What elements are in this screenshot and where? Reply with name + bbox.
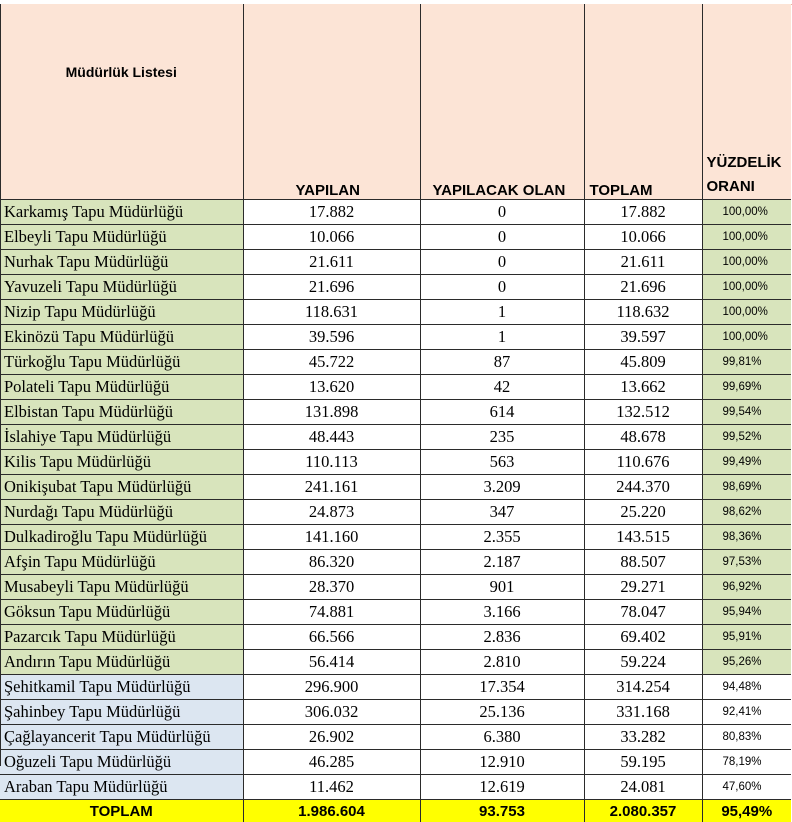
- cell-yuzdelik[interactable]: 94,48%: [702, 675, 791, 700]
- table-row: [0, 725, 791, 750]
- table-row: [0, 375, 791, 400]
- cell-yapilacak[interactable]: 563: [420, 450, 584, 475]
- table-row: [0, 275, 791, 300]
- header-yuzdelik-orani[interactable]: YÜZDELİK ORANI: [702, 4, 791, 200]
- cell-yuzdelik[interactable]: 47,60%: [702, 775, 791, 800]
- table-row: [0, 400, 791, 425]
- table-row: [0, 625, 791, 650]
- header-yapilacak-olan[interactable]: YAPILACAK OLAN: [420, 4, 584, 200]
- header-mudurluk-listesi[interactable]: Müdürlük Listesi: [0, 4, 243, 200]
- cell-yapilacak[interactable]: 25.136: [420, 700, 584, 725]
- cell-yuzdelik[interactable]: 100,00%: [702, 275, 791, 300]
- cell-yapilacak[interactable]: 0: [420, 275, 584, 300]
- cell-yapilan[interactable]: 306.032: [243, 700, 420, 725]
- total-yapilacak[interactable]: 93.753: [420, 800, 584, 822]
- cell-toplam[interactable]: 29.271: [584, 575, 702, 600]
- cell-yapilan[interactable]: 28.370: [243, 575, 420, 600]
- cell-toplam[interactable]: 21.611: [584, 250, 702, 275]
- cell-yapilan[interactable]: 131.898: [243, 400, 420, 425]
- cell-yapilacak[interactable]: 901: [420, 575, 584, 600]
- cell-yapilacak[interactable]: 235: [420, 425, 584, 450]
- cell-toplam[interactable]: 48.678: [584, 425, 702, 450]
- table-row: [0, 600, 791, 625]
- cell-yapilacak[interactable]: 17.354: [420, 675, 584, 700]
- header-yapilan[interactable]: YAPILAN: [243, 4, 420, 200]
- cell-mudurluk-name[interactable]: Pazarcık Tapu Müdürlüğü: [0, 625, 243, 650]
- cell-mudurluk-name[interactable]: Şehitkamil Tapu Müdürlüğü: [0, 675, 243, 700]
- cell-toplam[interactable]: 45.809: [584, 350, 702, 375]
- cell-toplam[interactable]: 118.632: [584, 300, 702, 325]
- cell-yapilacak[interactable]: 2.355: [420, 525, 584, 550]
- cell-mudurluk-name[interactable]: Nizip Tapu Müdürlüğü: [0, 300, 243, 325]
- cell-yapilacak[interactable]: 614: [420, 400, 584, 425]
- sheet-left-border: [0, 4, 1, 766]
- cell-mudurluk-name[interactable]: Kilis Tapu Müdürlüğü: [0, 450, 243, 475]
- total-label[interactable]: TOPLAM: [0, 800, 243, 822]
- cell-yapilan[interactable]: 48.443: [243, 425, 420, 450]
- cell-yapilan[interactable]: 26.902: [243, 725, 420, 750]
- total-toplam[interactable]: 2.080.357: [584, 800, 702, 822]
- cell-mudurluk-name[interactable]: Afşin Tapu Müdürlüğü: [0, 550, 243, 575]
- cell-yuzdelik[interactable]: 99,49%: [702, 450, 791, 475]
- cell-toplam[interactable]: 59.195: [584, 750, 702, 775]
- cell-toplam[interactable]: 39.597: [584, 325, 702, 350]
- table-row: [0, 575, 791, 600]
- cell-toplam[interactable]: 69.402: [584, 625, 702, 650]
- cell-yuzdelik[interactable]: 99,81%: [702, 350, 791, 375]
- table-row: [0, 525, 791, 550]
- cell-yapilan[interactable]: 86.320: [243, 550, 420, 575]
- cell-yapilacak[interactable]: 12.910: [420, 750, 584, 775]
- cell-mudurluk-name[interactable]: Oğuzeli Tapu Müdürlüğü: [0, 750, 243, 775]
- cell-yapilacak[interactable]: 2.810: [420, 650, 584, 675]
- cell-yuzdelik[interactable]: 80,83%: [702, 725, 791, 750]
- table-row: [0, 775, 791, 800]
- table-row: [0, 225, 791, 250]
- cell-yuzdelik[interactable]: 95,26%: [702, 650, 791, 675]
- cell-toplam[interactable]: 10.066: [584, 225, 702, 250]
- cell-mudurluk-name[interactable]: Çağlayancerit Tapu Müdürlüğü: [0, 725, 243, 750]
- cell-yapilan[interactable]: 141.160: [243, 525, 420, 550]
- cell-toplam[interactable]: 13.662: [584, 375, 702, 400]
- total-row: [0, 800, 791, 822]
- cell-yapilacak[interactable]: 2.187: [420, 550, 584, 575]
- cell-yapilan[interactable]: 24.873: [243, 500, 420, 525]
- table-row: [0, 700, 791, 725]
- cell-mudurluk-name[interactable]: Onikişubat Tapu Müdürlüğü: [0, 475, 243, 500]
- cell-toplam[interactable]: 132.512: [584, 400, 702, 425]
- mudurluk-table: [0, 4, 791, 822]
- cell-yapilan[interactable]: 56.414: [243, 650, 420, 675]
- cell-toplam[interactable]: 110.676: [584, 450, 702, 475]
- cell-yapilan[interactable]: 21.611: [243, 250, 420, 275]
- cell-yuzdelik[interactable]: 95,94%: [702, 600, 791, 625]
- table-row: [0, 350, 791, 375]
- cell-yapilacak[interactable]: 6.380: [420, 725, 584, 750]
- cell-mudurluk-name[interactable]: Musabeyli Tapu Müdürlüğü: [0, 575, 243, 600]
- cell-yuzdelik[interactable]: 95,91%: [702, 625, 791, 650]
- cell-mudurluk-name[interactable]: Karkamış Tapu Müdürlüğü: [0, 200, 243, 225]
- table-row: [0, 450, 791, 475]
- cell-yapilacak[interactable]: 3.209: [420, 475, 584, 500]
- table-row: [0, 300, 791, 325]
- cell-mudurluk-name[interactable]: Ekinözü Tapu Müdürlüğü: [0, 325, 243, 350]
- cell-yuzdelik[interactable]: 96,92%: [702, 575, 791, 600]
- cell-yuzdelik[interactable]: 78,19%: [702, 750, 791, 775]
- table-row: [0, 650, 791, 675]
- cell-yapilan[interactable]: 241.161: [243, 475, 420, 500]
- cell-mudurluk-name[interactable]: Türkoğlu Tapu Müdürlüğü: [0, 350, 243, 375]
- cell-mudurluk-name[interactable]: Nurhak Tapu Müdürlüğü: [0, 250, 243, 275]
- cell-yapilan[interactable]: 17.882: [243, 200, 420, 225]
- cell-toplam[interactable]: 331.168: [584, 700, 702, 725]
- cell-yapilan[interactable]: 21.696: [243, 275, 420, 300]
- cell-mudurluk-name[interactable]: İslahiye Tapu Müdürlüğü: [0, 425, 243, 450]
- cell-mudurluk-name[interactable]: Şahinbey Tapu Müdürlüğü: [0, 700, 243, 725]
- cell-yapilan[interactable]: 110.113: [243, 450, 420, 475]
- cell-yapilacak[interactable]: 12.619: [420, 775, 584, 800]
- cell-mudurluk-name[interactable]: Elbeyli Tapu Müdürlüğü: [0, 225, 243, 250]
- cell-yapilacak[interactable]: 0: [420, 250, 584, 275]
- cell-mudurluk-name[interactable]: Göksun Tapu Müdürlüğü: [0, 600, 243, 625]
- cell-toplam[interactable]: 33.282: [584, 725, 702, 750]
- cell-yuzdelik[interactable]: 100,00%: [702, 250, 791, 275]
- cell-yapilan[interactable]: 296.900: [243, 675, 420, 700]
- cell-yapilan[interactable]: 46.285: [243, 750, 420, 775]
- cell-yapilacak[interactable]: 3.166: [420, 600, 584, 625]
- total-yapilan[interactable]: 1.986.604: [243, 800, 420, 822]
- header-row: [0, 4, 791, 200]
- cell-yapilan[interactable]: 74.881: [243, 600, 420, 625]
- cell-toplam[interactable]: 24.081: [584, 775, 702, 800]
- cell-mudurluk-name[interactable]: Andırın Tapu Müdürlüğü: [0, 650, 243, 675]
- cell-yuzdelik[interactable]: 99,52%: [702, 425, 791, 450]
- cell-yapilan[interactable]: 10.066: [243, 225, 420, 250]
- cell-mudurluk-name[interactable]: Nurdağı Tapu Müdürlüğü: [0, 500, 243, 525]
- cell-toplam[interactable]: 17.882: [584, 200, 702, 225]
- cell-yapilan[interactable]: 39.596: [243, 325, 420, 350]
- cell-yapilacak[interactable]: 0: [420, 225, 584, 250]
- cell-mudurluk-name[interactable]: Yavuzeli Tapu Müdürlüğü: [0, 275, 243, 300]
- cell-yapilacak[interactable]: 347: [420, 500, 584, 525]
- cell-yapilan[interactable]: 13.620: [243, 375, 420, 400]
- cell-yapilan[interactable]: 118.631: [243, 300, 420, 325]
- cell-yuzdelik[interactable]: 97,53%: [702, 550, 791, 575]
- cell-yapilacak[interactable]: 1: [420, 300, 584, 325]
- table-row: [0, 325, 791, 350]
- cell-yuzdelik[interactable]: 98,36%: [702, 525, 791, 550]
- cell-yapilacak[interactable]: 2.836: [420, 625, 584, 650]
- cell-toplam[interactable]: 143.515: [584, 525, 702, 550]
- cell-yapilacak[interactable]: 42: [420, 375, 584, 400]
- cell-yuzdelik[interactable]: 98,62%: [702, 500, 791, 525]
- cell-yuzdelik[interactable]: 100,00%: [702, 325, 791, 350]
- table-row: [0, 675, 791, 700]
- cell-toplam[interactable]: 59.224: [584, 650, 702, 675]
- total-oran[interactable]: 95,49%: [702, 800, 791, 822]
- cell-mudurluk-name[interactable]: Polateli Tapu Müdürlüğü: [0, 375, 243, 400]
- cell-toplam[interactable]: 78.047: [584, 600, 702, 625]
- cell-yuzdelik[interactable]: 100,00%: [702, 225, 791, 250]
- cell-yuzdelik[interactable]: 92,41%: [702, 700, 791, 725]
- table-row: [0, 200, 791, 225]
- table-row: [0, 500, 791, 525]
- cell-toplam[interactable]: 244.370: [584, 475, 702, 500]
- cell-mudurluk-name[interactable]: Araban Tapu Müdürlüğü: [0, 775, 243, 800]
- table-row: [0, 250, 791, 275]
- table-row: [0, 750, 791, 775]
- cell-yuzdelik[interactable]: 98,69%: [702, 475, 791, 500]
- cell-yapilan[interactable]: 11.462: [243, 775, 420, 800]
- table-body: [0, 200, 791, 800]
- cell-yapilacak[interactable]: 87: [420, 350, 584, 375]
- cell-yuzdelik[interactable]: 100,00%: [702, 300, 791, 325]
- cell-yapilan[interactable]: 66.566: [243, 625, 420, 650]
- cell-yapilan[interactable]: 45.722: [243, 350, 420, 375]
- cell-toplam[interactable]: 88.507: [584, 550, 702, 575]
- cell-yapilacak[interactable]: 0: [420, 200, 584, 225]
- header-toplam[interactable]: TOPLAM: [584, 4, 702, 200]
- cell-toplam[interactable]: 25.220: [584, 500, 702, 525]
- table-row: [0, 425, 791, 450]
- cell-yuzdelik[interactable]: 100,00%: [702, 200, 791, 225]
- table-row: [0, 475, 791, 500]
- cell-yuzdelik[interactable]: 99,54%: [702, 400, 791, 425]
- cell-mudurluk-name[interactable]: Elbistan Tapu Müdürlüğü: [0, 400, 243, 425]
- table-row: [0, 550, 791, 575]
- cell-yuzdelik[interactable]: 99,69%: [702, 375, 791, 400]
- cell-yapilacak[interactable]: 1: [420, 325, 584, 350]
- cell-toplam[interactable]: 21.696: [584, 275, 702, 300]
- cell-mudurluk-name[interactable]: Dulkadiroğlu Tapu Müdürlüğü: [0, 525, 243, 550]
- cell-toplam[interactable]: 314.254: [584, 675, 702, 700]
